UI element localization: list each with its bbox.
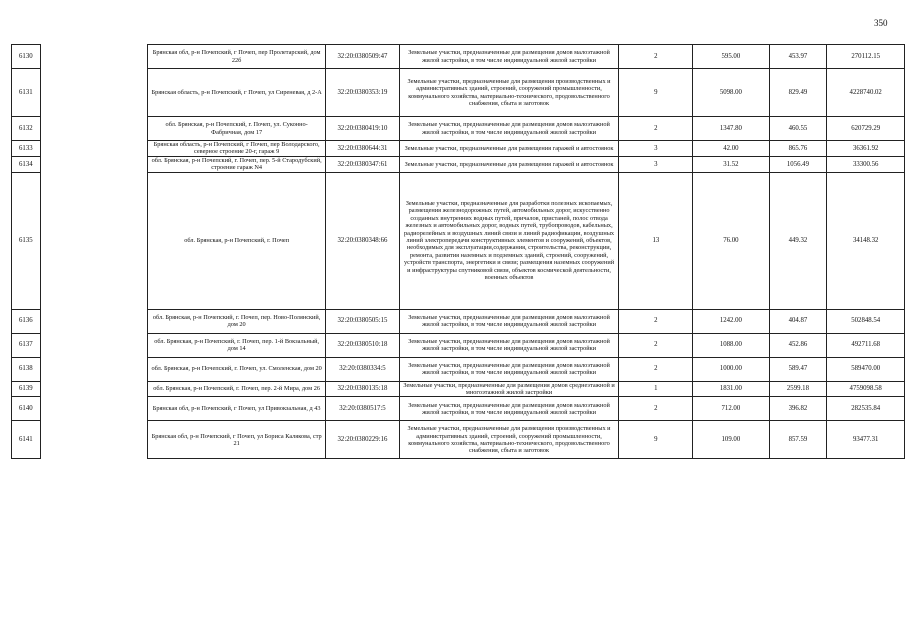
cadastral-value-cell: 282535.84	[827, 397, 905, 421]
cadastral-value-cell: 4228740.02	[827, 69, 905, 117]
land-use-cell: Земельные участки, предназначенные для размещения производственных и административных зданий, строений, сооружений промышленности, коммунального хозяйства, материально-технического, продовольственного снабжения, сбыта и заготовок	[399, 421, 619, 459]
specific-value-cell: 865.76	[769, 141, 827, 157]
address-cell: Брянская обл, р-н Почепский, г Почеп, ул Привокзальная, д 43	[147, 397, 325, 421]
subgroup-cell: 2	[619, 117, 693, 141]
address-cell: обл. Брянская, р-н Почепский, г. Почеп, пер. 2-й Мира, дом 26	[147, 381, 325, 397]
spacer-cell	[40, 333, 147, 357]
cadastral-number-cell: 32:20:0380510:18	[326, 333, 399, 357]
area-cell: 1831.00	[693, 381, 769, 397]
row-number: 6133	[12, 141, 41, 157]
table-row	[12, 141, 905, 157]
address-cell: Брянская обл, р-н Почепский, г Почеп, ул Бориса Калякова, стр 21	[147, 421, 325, 459]
spacer-cell	[40, 309, 147, 333]
row-number: 6138	[12, 357, 41, 381]
address-cell: обл. Брянская, р-н Почепский, г. Почеп, ул. Суконно-Фабричная, дом 17	[147, 117, 325, 141]
cadastral-value-cell: 34148.32	[827, 172, 905, 309]
subgroup-cell: 2	[619, 45, 693, 69]
page-number: 350	[874, 18, 888, 28]
cadastral-number-cell: 32:20:0380348:66	[326, 172, 399, 309]
subgroup-cell: 9	[619, 421, 693, 459]
row-number: 6131	[12, 69, 41, 117]
specific-value-cell: 857.59	[769, 421, 827, 459]
cadastral-value-cell: 270112.15	[827, 45, 905, 69]
address-cell: Брянская обл, р-н Почепский, г Почеп, пер Пролетарский, дом 22б	[147, 45, 325, 69]
table-row	[12, 117, 905, 141]
cadastral-number-cell: 32:20:0380353:19	[326, 69, 399, 117]
table-row	[12, 357, 905, 381]
row-number: 6141	[12, 421, 41, 459]
specific-value-cell: 1056.49	[769, 156, 827, 172]
subgroup-cell: 2	[619, 333, 693, 357]
table-row	[12, 172, 905, 309]
area-cell: 5098.00	[693, 69, 769, 117]
spacer-cell	[40, 172, 147, 309]
table-row	[12, 397, 905, 421]
table-row	[12, 309, 905, 333]
cadastral-value-cell: 4759098.58	[827, 381, 905, 397]
spacer-cell	[40, 141, 147, 157]
land-use-cell: Земельные участки, предназначенные для размещения гаражей и автостоянок	[399, 141, 619, 157]
table-row	[12, 45, 905, 69]
row-number: 6136	[12, 309, 41, 333]
land-use-cell: Земельные участки, предназначенные для размещения домов малоэтажной жилой застройки, в том числе индивидуальной жилой застройки	[399, 309, 619, 333]
specific-value-cell: 2599.18	[769, 381, 827, 397]
specific-value-cell: 452.86	[769, 333, 827, 357]
area-cell: 712.00	[693, 397, 769, 421]
cadastral-value-cell: 502848.54	[827, 309, 905, 333]
specific-value-cell: 404.87	[769, 309, 827, 333]
subgroup-cell: 3	[619, 156, 693, 172]
spacer-cell	[40, 156, 147, 172]
cadastral-value-cell: 589470.00	[827, 357, 905, 381]
land-use-cell: Земельные участки, предназначенные для размещения домов малоэтажной жилой застройки, в том числе индивидуальной жилой застройки	[399, 333, 619, 357]
table-row	[12, 381, 905, 397]
land-use-cell: Земельные участки, предназначенные для размещения гаражей и автостоянок	[399, 156, 619, 172]
row-number: 6140	[12, 397, 41, 421]
address-cell: Брянская область, р-н Почепский, г Почеп, ул Сиреневая, д 2-А	[147, 69, 325, 117]
specific-value-cell: 453.97	[769, 45, 827, 69]
address-cell: обл. Брянская, р-н Почепский, г. Почеп	[147, 172, 325, 309]
specific-value-cell: 829.49	[769, 69, 827, 117]
spacer-cell	[40, 357, 147, 381]
row-number: 6137	[12, 333, 41, 357]
address-cell: Брянская область, р-н Почепский, г Почеп, пер Володарского, северное строение 20-г, гараж 9	[147, 141, 325, 157]
land-use-cell: Земельные участки, предназначенные для размещения производственных и административных зданий, строений, сооружений промышленности, коммунального хозяйства, материально-технического, продовольственного снабжения, сбыта и заготовок	[399, 69, 619, 117]
address-cell: обл. Брянская, р-н Почепский, г. Почеп, ул. Смоленская, дом 20	[147, 357, 325, 381]
land-use-cell: Земельные участки, предназначенные для размещения домов малоэтажной жилой застройки, в том числе индивидуальной жилой застройки	[399, 357, 619, 381]
cadastral-value-cell: 620729.29	[827, 117, 905, 141]
row-number: 6134	[12, 156, 41, 172]
cadastral-value-cell: 492711.68	[827, 333, 905, 357]
cadastral-number-cell: 32:20:0380419:10	[326, 117, 399, 141]
spacer-cell	[40, 45, 147, 69]
cadastral-number-cell: 32:20:0380334:5	[326, 357, 399, 381]
area-cell: 109.00	[693, 421, 769, 459]
subgroup-cell: 2	[619, 309, 693, 333]
subgroup-cell: 13	[619, 172, 693, 309]
area-cell: 1000.00	[693, 357, 769, 381]
area-cell: 42.00	[693, 141, 769, 157]
row-number: 6132	[12, 117, 41, 141]
cadastral-number-cell: 32:20:0380517:5	[326, 397, 399, 421]
table-row	[12, 333, 905, 357]
spacer-cell	[40, 117, 147, 141]
specific-value-cell: 396.82	[769, 397, 827, 421]
subgroup-cell: 2	[619, 357, 693, 381]
cadastral-number-cell: 32:20:0380347:61	[326, 156, 399, 172]
row-number: 6139	[12, 381, 41, 397]
land-use-cell: Земельные участки, предназначенные для размещения домов малоэтажной жилой застройки, в том числе индивидуальной жилой застройки	[399, 117, 619, 141]
cadastral-number-cell: 32:20:0380509:47	[326, 45, 399, 69]
cadastral-value-cell: 33300.56	[827, 156, 905, 172]
specific-value-cell: 449.32	[769, 172, 827, 309]
spacer-cell	[40, 381, 147, 397]
table-row	[12, 156, 905, 172]
cadastral-number-cell: 32:20:0380505:15	[326, 309, 399, 333]
address-cell: обл. Брянская, р-н Почепский, г. Почеп, пер. 5-й Стародубский, строение гараж N4	[147, 156, 325, 172]
area-cell: 76.00	[693, 172, 769, 309]
subgroup-cell: 1	[619, 381, 693, 397]
subgroup-cell: 9	[619, 69, 693, 117]
row-number: 6135	[12, 172, 41, 309]
table-row	[12, 69, 905, 117]
area-cell: 31.52	[693, 156, 769, 172]
area-cell: 1242.00	[693, 309, 769, 333]
cadastral-number-cell: 32:20:0380135:18	[326, 381, 399, 397]
area-cell: 1347.80	[693, 117, 769, 141]
land-use-cell: Земельные участки, предназначенные для разработки полезных ископаемых, размещения железнодорожных путей, автомобильных дорог, искусственно созданных внутренних водных путей, причалов, пристаней, полос отвода железных и автомобильных дорог, водных путей, трубопроводов, кабельных, радиорелейных и воздушных линий связи и линий радиофикации, воздушных линий электропередачи конструктивных элементов и сооружений, объектов, необходимых для эксплуатации,содержания, строительства, реконструкции, ремонта, развития наземных и подземных зданий, строений, сооружений, устройств транспорта, энергетики и связи; размещения наземных сооружений и инфраструктуры спутниковой связи, объектов космической деятельности, военных объектов	[399, 172, 619, 309]
row-number: 6130	[12, 45, 41, 69]
area-cell: 1088.00	[693, 333, 769, 357]
specific-value-cell: 460.55	[769, 117, 827, 141]
land-use-cell: Земельные участки, предназначенные для размещения домов малоэтажной жилой застройки, в том числе индивидуальной жилой застройки	[399, 397, 619, 421]
subgroup-cell: 3	[619, 141, 693, 157]
cadastral-value-table	[11, 44, 905, 459]
cadastral-number-cell: 32:20:0380644:31	[326, 141, 399, 157]
cadastral-value-cell: 36361.92	[827, 141, 905, 157]
land-use-cell: Земельные участки, предназначенные для размещения домов среднеэтажной и многоэтажной жилой застройки	[399, 381, 619, 397]
address-cell: обл. Брянская, р-н Почепский, г. Почеп, пер. 1-й Вокзальный, дом 14	[147, 333, 325, 357]
area-cell: 595.00	[693, 45, 769, 69]
spacer-cell	[40, 69, 147, 117]
specific-value-cell: 589.47	[769, 357, 827, 381]
land-use-cell: Земельные участки, предназначенные для размещения домов малоэтажной жилой застройки, в том числе индивидуальной жилой застройки	[399, 45, 619, 69]
subgroup-cell: 2	[619, 397, 693, 421]
cadastral-number-cell: 32:20:0380229:16	[326, 421, 399, 459]
address-cell: обл. Брянская, р-н Почепский, г. Почеп, пер. Ново-Полянский, дом 20	[147, 309, 325, 333]
spacer-cell	[40, 397, 147, 421]
cadastral-value-cell: 93477.31	[827, 421, 905, 459]
table-row	[12, 421, 905, 459]
spacer-cell	[40, 421, 147, 459]
